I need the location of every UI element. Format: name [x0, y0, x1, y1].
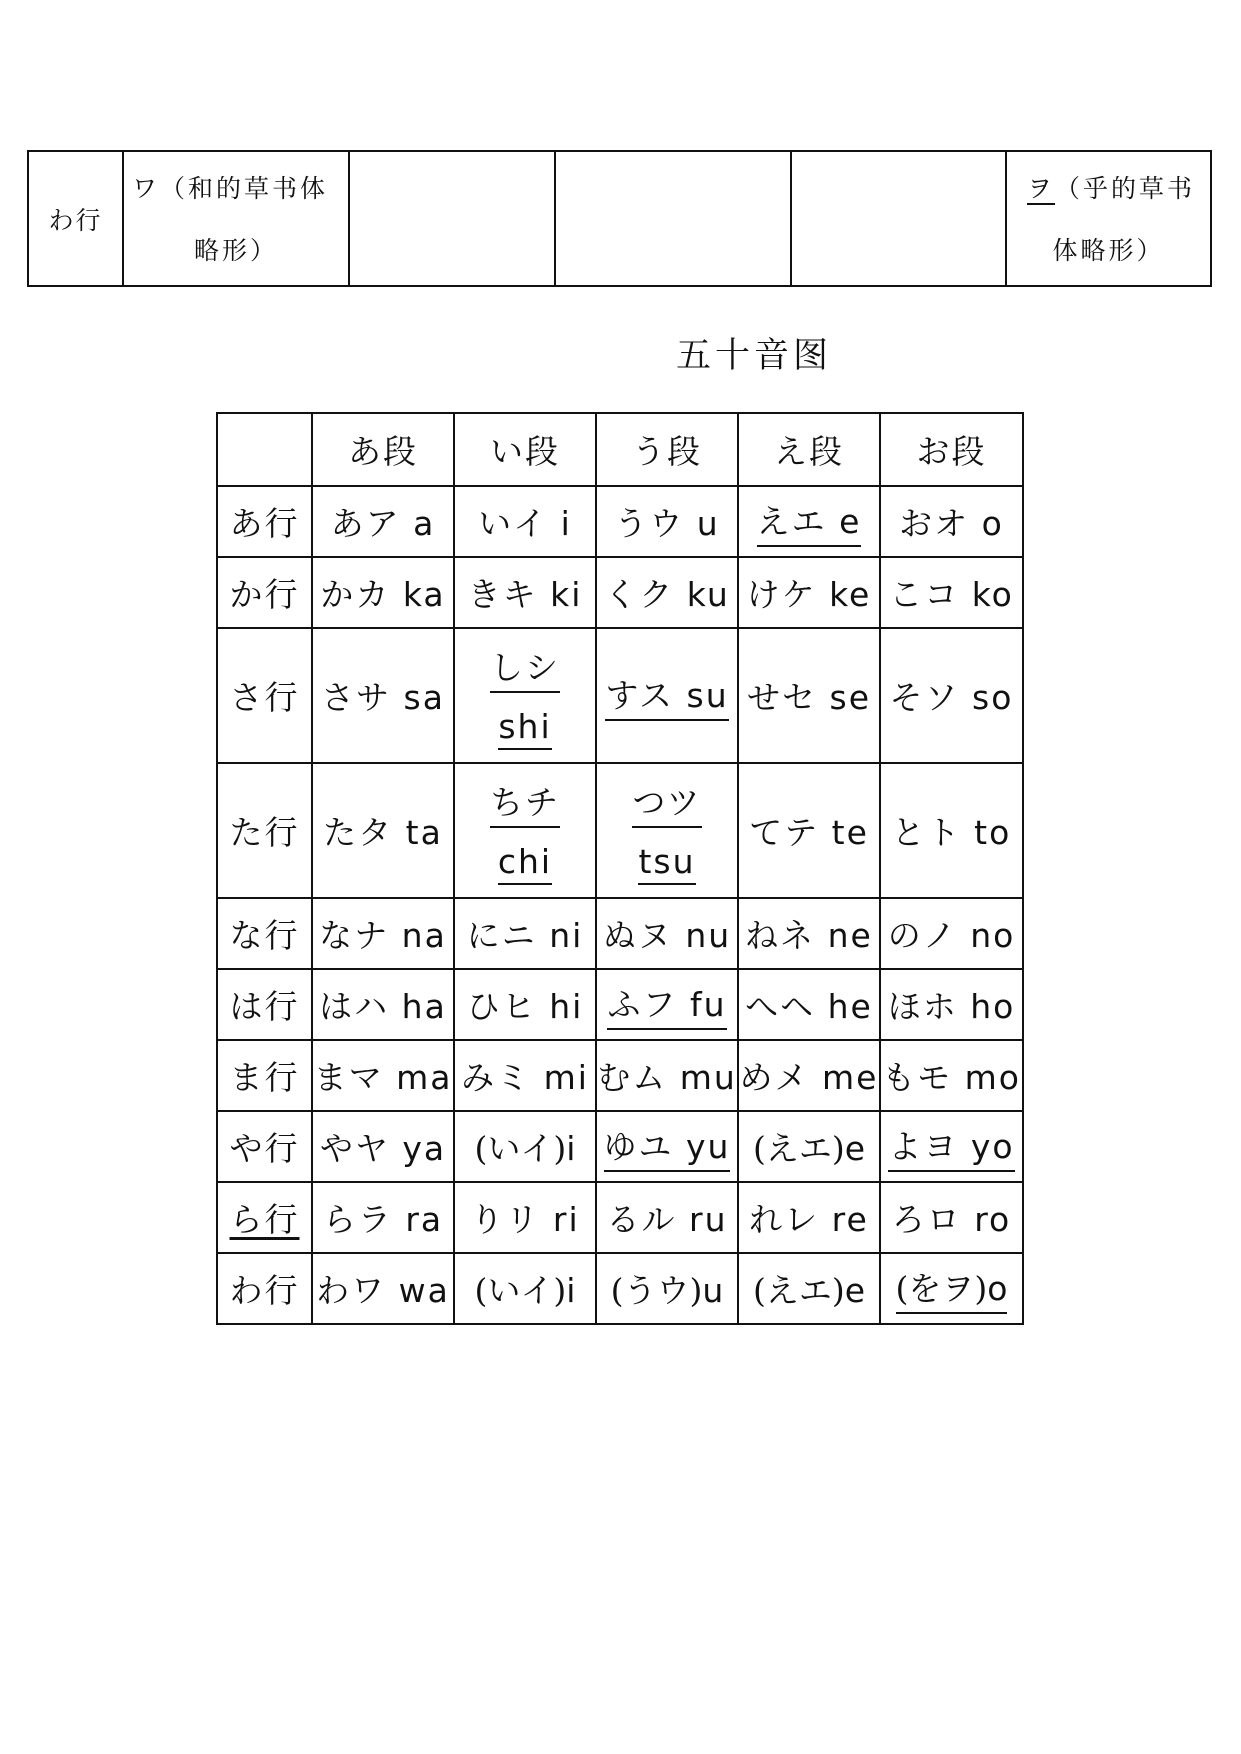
kana-text: つツ — [632, 777, 701, 828]
romaji-text: ku — [686, 575, 730, 614]
table-row — [217, 1040, 1023, 1111]
kana-cell — [596, 1111, 738, 1182]
romaji-text: sa — [403, 678, 445, 717]
kana-cell — [312, 486, 454, 557]
kana-text: こコ — [889, 575, 960, 614]
kana-cell — [880, 969, 1023, 1040]
kana-cell — [454, 763, 596, 898]
romaji-text: hi — [549, 987, 584, 1026]
kana-cell — [880, 1253, 1023, 1324]
row-label: な行 — [229, 916, 300, 955]
romaji-text: e — [844, 1129, 866, 1168]
row-label: た行 — [229, 813, 300, 852]
kana-text: ひヒ — [466, 987, 537, 1026]
kana-cell — [454, 628, 596, 763]
kana-text: おオ — [899, 504, 970, 543]
kana-cell — [454, 1253, 596, 1324]
page-title: 五十音图 — [676, 336, 833, 376]
romaji-text: o — [981, 504, 1004, 543]
kana-text: かカ — [320, 575, 391, 614]
romaji-text: nu — [685, 916, 732, 955]
column-header: え段 — [738, 413, 880, 486]
kana-cell — [312, 898, 454, 969]
kana-cell — [738, 1040, 880, 1111]
kana-cell — [596, 1182, 738, 1253]
romaji-text: chi — [498, 842, 552, 885]
empty-cell — [349, 151, 555, 286]
kana-cell — [880, 486, 1023, 557]
romaji-text: ho — [970, 987, 1016, 1026]
row-label: わ行 — [28, 151, 123, 286]
romaji-text: me — [822, 1058, 879, 1097]
kana-cell — [312, 1040, 454, 1111]
kana-text: るル — [606, 1200, 677, 1239]
romaji-text: ma — [396, 1058, 453, 1097]
kana-text: あア — [330, 504, 401, 543]
row-header — [217, 969, 312, 1040]
column-header: い段 — [454, 413, 596, 486]
romaji-text: ke — [829, 575, 872, 614]
kana-text: せセ — [747, 678, 817, 717]
romaji-text: shi — [498, 707, 551, 750]
kana-text: てテ — [749, 813, 820, 852]
column-header: あ段 — [312, 413, 454, 486]
kana-text: そソ — [889, 678, 960, 717]
kana-text: もモ — [882, 1058, 953, 1097]
romaji-text: ri — [552, 1200, 580, 1239]
romaji-text: mi — [543, 1058, 589, 1097]
kana-text: ゆユ — [603, 1127, 674, 1166]
romaji-text: so — [972, 678, 1014, 717]
kana-text: ろロ — [891, 1200, 962, 1239]
row-header — [217, 628, 312, 763]
row-label: ら行 — [229, 1200, 300, 1239]
romaji-text: a — [413, 504, 436, 543]
kana-cell — [596, 898, 738, 969]
kana-text: みミ — [461, 1058, 532, 1097]
kana-text: くク — [604, 575, 675, 614]
kana-cell — [454, 486, 596, 557]
row-label: あ行 — [229, 504, 300, 543]
kana-text: しシ — [490, 642, 560, 693]
kana-text: めメ — [739, 1058, 810, 1097]
kana-text: よヨ — [888, 1127, 959, 1166]
kana-cell — [738, 763, 880, 898]
kana-cell — [454, 557, 596, 628]
gojuon-table — [216, 412, 1024, 1325]
empty-cell — [791, 151, 1006, 286]
kana-cell — [596, 628, 738, 763]
romaji-text: re — [831, 1200, 869, 1239]
romaji-text: i — [566, 1271, 576, 1310]
wa-row-origin-table — [27, 150, 1212, 287]
kana-text: きキ — [467, 575, 538, 614]
romaji-text: yo — [970, 1127, 1015, 1166]
romaji-text: ki — [550, 575, 583, 614]
kana-text: はハ — [319, 987, 390, 1026]
wo-kana-mark: ヲ — [1027, 174, 1056, 203]
kana-cell — [738, 898, 880, 969]
kana-cell — [312, 969, 454, 1040]
kana-cell — [454, 1182, 596, 1253]
row-header — [217, 1040, 312, 1111]
kana-text: ぬヌ — [602, 916, 673, 955]
kana-text: (をヲ) — [895, 1269, 988, 1308]
romaji-text: fu — [689, 985, 727, 1024]
romaji-text: ni — [549, 916, 584, 955]
kana-text: (えエ) — [752, 1271, 845, 1310]
gojuon-body — [217, 486, 1023, 1324]
romaji-text: e — [839, 502, 862, 541]
kana-text: (いイ) — [474, 1129, 567, 1168]
romaji-text: ta — [405, 813, 443, 852]
kana-cell — [880, 898, 1023, 969]
romaji-text: wa — [398, 1271, 450, 1310]
kana-text: れレ — [749, 1200, 820, 1239]
romaji-text: se — [829, 678, 871, 717]
row-label: ま行 — [229, 1058, 300, 1097]
row-header — [217, 557, 312, 628]
kana-text: むム — [597, 1058, 668, 1097]
table-row — [217, 898, 1023, 969]
kana-text: のノ — [887, 916, 958, 955]
kana-text: わワ — [316, 1271, 387, 1310]
row-header — [217, 1253, 312, 1324]
romaji-text: mu — [679, 1058, 737, 1097]
kana-cell — [596, 1253, 738, 1324]
row-label: は行 — [229, 987, 300, 1026]
kana-text: けケ — [746, 575, 817, 614]
kana-cell — [880, 628, 1023, 763]
kana-cell — [596, 763, 738, 898]
kana-cell — [596, 969, 738, 1040]
romaji-text: yu — [686, 1127, 731, 1166]
kana-cell — [880, 1111, 1023, 1182]
kana-text: ほホ — [887, 987, 958, 1026]
column-header: お段 — [880, 413, 1023, 486]
row-label: か行 — [229, 575, 300, 614]
kana-text: へヘ — [745, 987, 816, 1026]
kana-text: えエ — [756, 502, 827, 541]
romaji-text: te — [831, 813, 869, 852]
kana-cell — [738, 1182, 880, 1253]
row-label: や行 — [229, 1129, 300, 1168]
table-row — [217, 1111, 1023, 1182]
table-row — [217, 557, 1023, 628]
kana-text: らラ — [322, 1200, 393, 1239]
table-row — [217, 969, 1023, 1040]
kana-text: (いイ) — [474, 1271, 567, 1310]
empty-cell — [555, 151, 791, 286]
kana-cell — [596, 557, 738, 628]
kana-text: やヤ — [319, 1129, 390, 1168]
kana-text: さサ — [321, 678, 392, 717]
kana-cell — [596, 1040, 738, 1111]
romaji-text: he — [827, 987, 873, 1026]
kana-text: ちチ — [490, 777, 560, 828]
kana-cell — [596, 486, 738, 557]
kana-cell — [312, 1253, 454, 1324]
kana-cell — [738, 628, 880, 763]
row-header — [217, 898, 312, 969]
row-header — [217, 1111, 312, 1182]
romaji-text: i — [566, 1129, 576, 1168]
wo-origin-note — [1006, 151, 1211, 286]
romaji-text: ru — [689, 1200, 728, 1239]
romaji-text: u — [696, 504, 720, 543]
column-header: う段 — [596, 413, 738, 486]
row-label: わ行 — [229, 1271, 300, 1310]
kana-text: まマ — [313, 1058, 384, 1097]
romaji-text: ya — [402, 1129, 447, 1168]
kana-cell — [880, 763, 1023, 898]
corner-header — [217, 413, 312, 486]
kana-cell — [312, 628, 454, 763]
table-row — [217, 1253, 1023, 1324]
kana-text: ねネ — [745, 916, 816, 955]
kana-cell — [454, 969, 596, 1040]
romaji-text: no — [970, 916, 1016, 955]
kana-cell — [312, 763, 454, 898]
romaji-text: ka — [402, 575, 446, 614]
romaji-text: i — [560, 504, 572, 543]
romaji-text: tsu — [638, 842, 695, 885]
table-row — [217, 1182, 1023, 1253]
romaji-text: ra — [405, 1200, 444, 1239]
kana-cell — [880, 557, 1023, 628]
kana-cell — [738, 1253, 880, 1324]
kana-text: うウ — [614, 504, 685, 543]
kana-cell — [738, 557, 880, 628]
romaji-text: su — [686, 676, 729, 715]
header-row — [217, 413, 1023, 486]
row-label: さ行 — [229, 678, 300, 717]
kana-text: とト — [891, 813, 962, 852]
row-header — [217, 1182, 312, 1253]
romaji-text: ha — [401, 987, 447, 1026]
romaji-text: to — [974, 813, 1012, 852]
romaji-text: ro — [974, 1200, 1012, 1239]
kana-cell — [454, 1040, 596, 1111]
table-row — [217, 628, 1023, 763]
kana-cell — [454, 1111, 596, 1182]
note-line: ワ（和的草书体 — [132, 174, 329, 203]
kana-text: ふフ — [607, 985, 678, 1024]
table-row — [217, 486, 1023, 557]
kana-text: (うウ) — [610, 1271, 703, 1310]
romaji-text: u — [702, 1271, 724, 1310]
wa-origin-note — [123, 151, 349, 286]
romaji-text: e — [844, 1271, 866, 1310]
row-header — [217, 486, 312, 557]
note-line: （乎的草书 — [1055, 174, 1196, 203]
kana-cell — [880, 1040, 1023, 1111]
wa-row — [28, 151, 1211, 286]
kana-text: なナ — [319, 916, 390, 955]
kana-cell — [454, 898, 596, 969]
note-line: 略形） — [193, 236, 278, 265]
kana-text: にニ — [466, 916, 537, 955]
kana-text: たタ — [323, 813, 394, 852]
table-row — [217, 763, 1023, 898]
kana-cell — [738, 486, 880, 557]
note-line: 体略形） — [1052, 236, 1165, 265]
kana-cell — [312, 1111, 454, 1182]
kana-cell — [738, 1111, 880, 1182]
kana-text: いイ — [478, 504, 549, 543]
romaji-text: ko — [971, 575, 1014, 614]
romaji-text: na — [401, 916, 447, 955]
row-header — [217, 763, 312, 898]
romaji-text: ne — [827, 916, 873, 955]
kana-cell — [312, 1182, 454, 1253]
kana-cell — [880, 1182, 1023, 1253]
kana-cell — [312, 557, 454, 628]
kana-cell — [738, 969, 880, 1040]
kana-text: すス — [605, 676, 675, 715]
kana-text: (えエ) — [752, 1129, 845, 1168]
romaji-text: o — [987, 1269, 1008, 1308]
kana-text: りリ — [470, 1200, 541, 1239]
romaji-text: mo — [964, 1058, 1021, 1097]
